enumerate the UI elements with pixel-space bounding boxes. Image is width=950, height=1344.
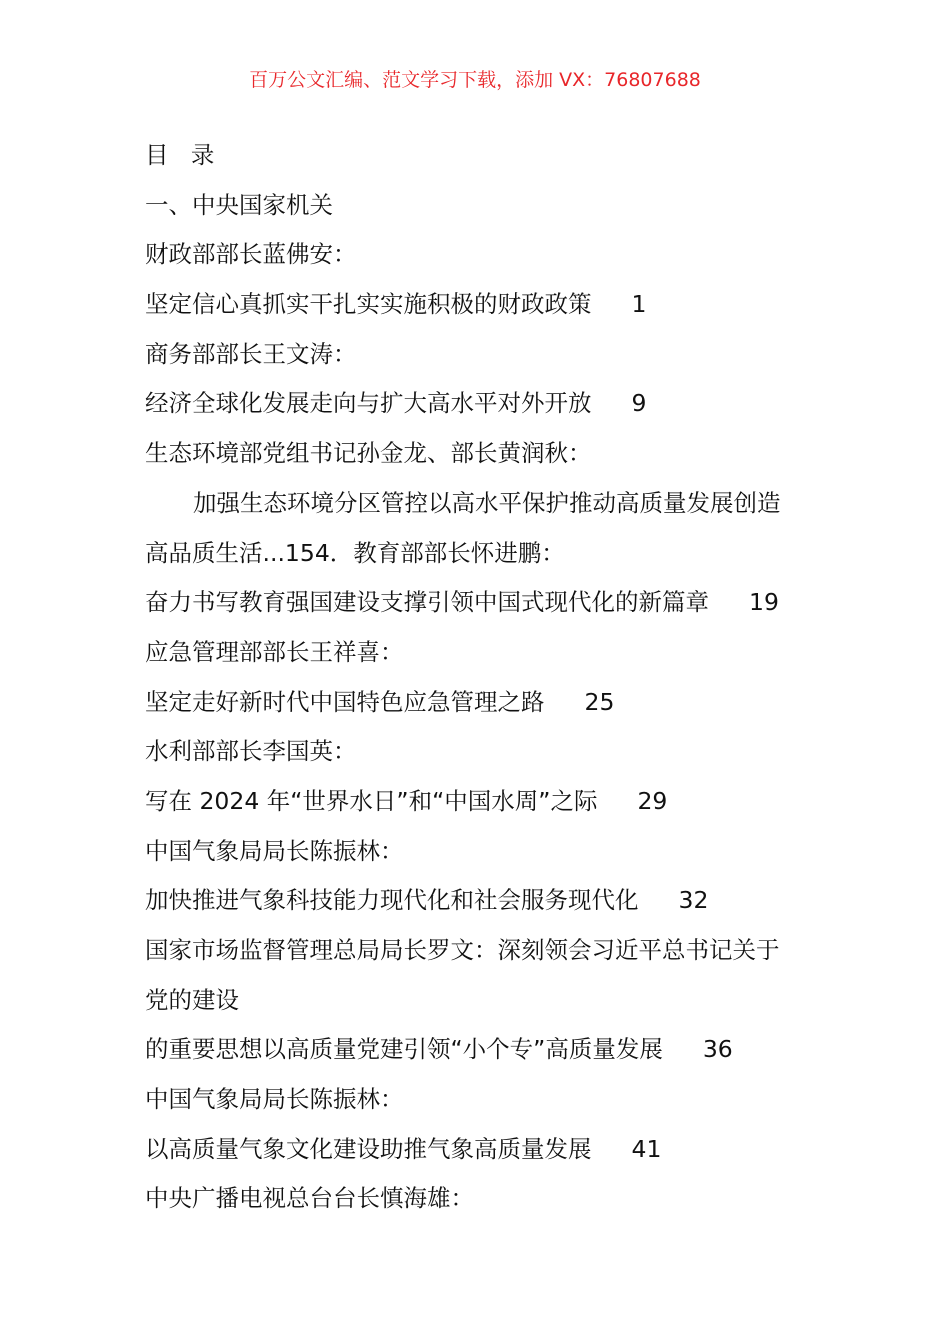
toc-line — [145, 1174, 825, 1224]
toc-line-text: 以高质量气象文化建设助推气象高质量发展 — [145, 1134, 592, 1163]
toc-page-number: 36 — [702, 1035, 733, 1064]
toc-line-text: 商务部部长王文涛： — [145, 339, 357, 368]
toc-line — [145, 876, 825, 926]
toc-line-text: 写在 2024 年“世界水日”和“中国水周”之际 — [145, 786, 598, 815]
toc-line — [145, 827, 825, 877]
toc-line-text: 高品质生活...154．教育部部长怀进鹏： — [145, 538, 565, 567]
toc-line — [145, 330, 825, 380]
toc-line-text: 加快推进气象科技能力现代化和社会服务现代化 — [145, 886, 639, 915]
toc-section-heading: 一、中央国家机关 — [145, 190, 333, 219]
toc-page-number: 1 — [631, 290, 647, 319]
toc-page-number: 29 — [637, 786, 668, 815]
toc-line — [145, 976, 825, 1026]
toc-line — [145, 529, 825, 579]
toc-line — [145, 1125, 825, 1175]
toc-line — [145, 727, 825, 777]
toc-line — [145, 1025, 825, 1075]
toc-line-text: 中央广播电视总台台长慎海雄： — [145, 1184, 474, 1213]
table-of-contents — [145, 131, 825, 1224]
toc-line-text: 经济全球化发展走向与扩大高水平对外开放 — [145, 389, 592, 418]
toc-line-text: 国家市场监督管理总局局长罗文：深刻领会习近平总书记关于 — [145, 936, 780, 964]
toc-line-text: 中国气象局局长陈振林： — [145, 836, 404, 865]
toc-line — [145, 429, 825, 479]
toc-title: 目 录 — [145, 141, 215, 169]
toc-line-text: 党的建设 — [145, 985, 239, 1014]
toc-page-number: 9 — [631, 389, 647, 418]
toc-line-text: 坚定走好新时代中国特色应急管理之路 — [145, 687, 545, 716]
toc-page-number: 41 — [631, 1134, 662, 1163]
toc-line-text: 的重要思想以高质量党建引领“小个专”高质量发展 — [145, 1035, 663, 1064]
header-banner: 百万公文汇编、范文学习下载，添加 VX：76807688 — [249, 69, 701, 91]
toc-page-number: 25 — [584, 687, 615, 716]
toc-line-text: 应急管理部部长王祥喜： — [145, 637, 404, 666]
toc-line — [145, 777, 825, 827]
toc-line-text: 生态环境部党组书记孙金龙、部长黄润秋： — [145, 439, 592, 468]
toc-line-text: 加强生态环境分区管控以高水平保护推动高质量发展创造 — [193, 488, 781, 517]
toc-line — [145, 280, 825, 330]
toc-line — [145, 379, 825, 429]
toc-line-text: 坚定信心真抓实干扎实实施积极的财政政策 — [145, 290, 592, 319]
toc-line — [145, 628, 825, 678]
toc-line — [145, 926, 825, 976]
toc-page-number: 19 — [749, 588, 779, 617]
toc-line-text: 中国气象局局长陈振林： — [145, 1085, 404, 1114]
toc-line-text: 奋力书写教育强国建设支撑引领中国式现代化的新篇章 — [145, 588, 709, 617]
toc-line — [145, 230, 825, 280]
toc-line — [145, 479, 825, 529]
toc-page-number: 32 — [678, 886, 709, 915]
toc-line — [145, 578, 825, 628]
toc-line-text: 水利部部长李国英： — [145, 737, 357, 766]
toc-line — [145, 678, 825, 728]
toc-line-text: 财政部部长蓝佛安： — [145, 240, 357, 269]
toc-line — [145, 1075, 825, 1125]
